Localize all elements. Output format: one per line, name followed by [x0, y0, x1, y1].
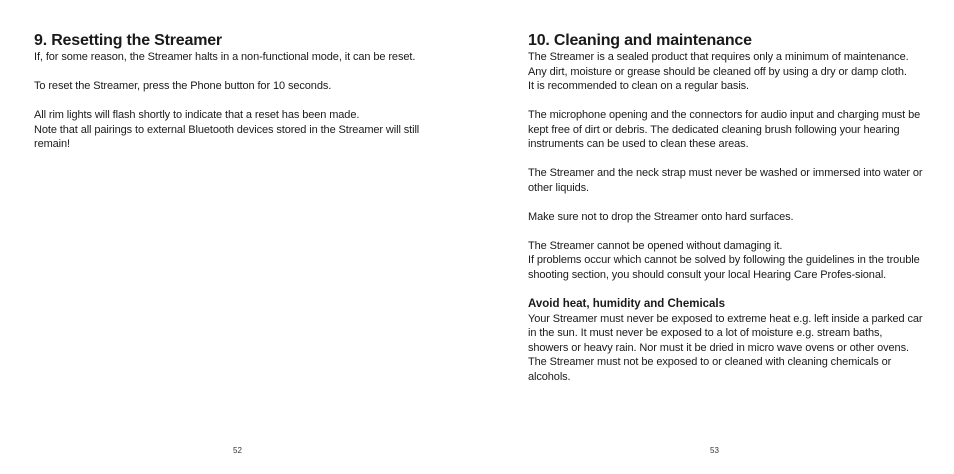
paragraph: All rim lights will flash shortly to indicate that a reset has been made.: [34, 109, 360, 121]
paragraph-gap: [34, 94, 422, 109]
left-page-content: [34, 31, 422, 152]
paragraph-gap: [528, 94, 924, 109]
paragraph: To reset the Streamer, press the Phone button for 10 seconds.: [34, 80, 332, 92]
page-number-left: 52: [233, 446, 242, 455]
paragraph: It is recommended to clean on a regular basis.: [528, 80, 750, 92]
paragraph: The Streamer is a sealed product that requires only a minimum of maintenance.: [528, 51, 909, 63]
paragraph: Make sure not to drop the Streamer onto hard surfaces.: [528, 210, 794, 223]
subheading-avoid-heat: Avoid heat, humidity and Chemicals: [528, 297, 726, 310]
section-heading-resetting: 9. Resetting the Streamer: [34, 32, 222, 49]
paragraph: The Streamer must not be exposed to or cleaned with cleaning chemicals or alcohols.: [528, 356, 892, 383]
page-number-right: 53: [710, 446, 719, 455]
paragraph: Any dirt, moisture or grease should be cleaned off by using a dry or damp cloth.: [528, 65, 907, 78]
paragraph: The microphone opening and the connectors for audio input and charging must be kept free of dirt or debris. The dedicated cleaning brush following your hearing instruments can be used to clean these areas.: [528, 109, 921, 150]
paragraph: Note that all pairings to external Bluetooth devices stored in the Streamer will still remain!: [34, 123, 420, 150]
paragraph-gap: [528, 282, 924, 297]
paragraph: The Streamer and the neck strap must never be washed or immersed into water or other liquids.: [528, 167, 923, 194]
paragraph: If problems occur which cannot be solved by following the guidelines in the trouble shooting section, you should consult your local Hearing Care Profes-sional.: [528, 254, 920, 281]
right-page-content: [528, 31, 924, 384]
paragraph-gap: [528, 195, 924, 210]
paragraph-gap: [528, 224, 924, 239]
paragraph: If, for some reason, the Streamer halts in a non-functional mode, it can be reset.: [34, 51, 416, 63]
paragraph-gap: [34, 65, 422, 80]
paragraph: The Streamer cannot be opened without damaging it.: [528, 239, 783, 252]
section-heading-cleaning: 10. Cleaning and maintenance: [528, 32, 752, 49]
right-page: [477, 0, 954, 474]
paragraph-gap: [528, 152, 924, 167]
paragraph: Your Streamer must never be exposed to extreme heat e.g. left inside a parked car in the sun. It must never be exposed to a lot of moisture e.g. stream baths, showers or heavy rain. Nor must it be dried in micro wave ovens or other ovens.: [528, 312, 923, 354]
